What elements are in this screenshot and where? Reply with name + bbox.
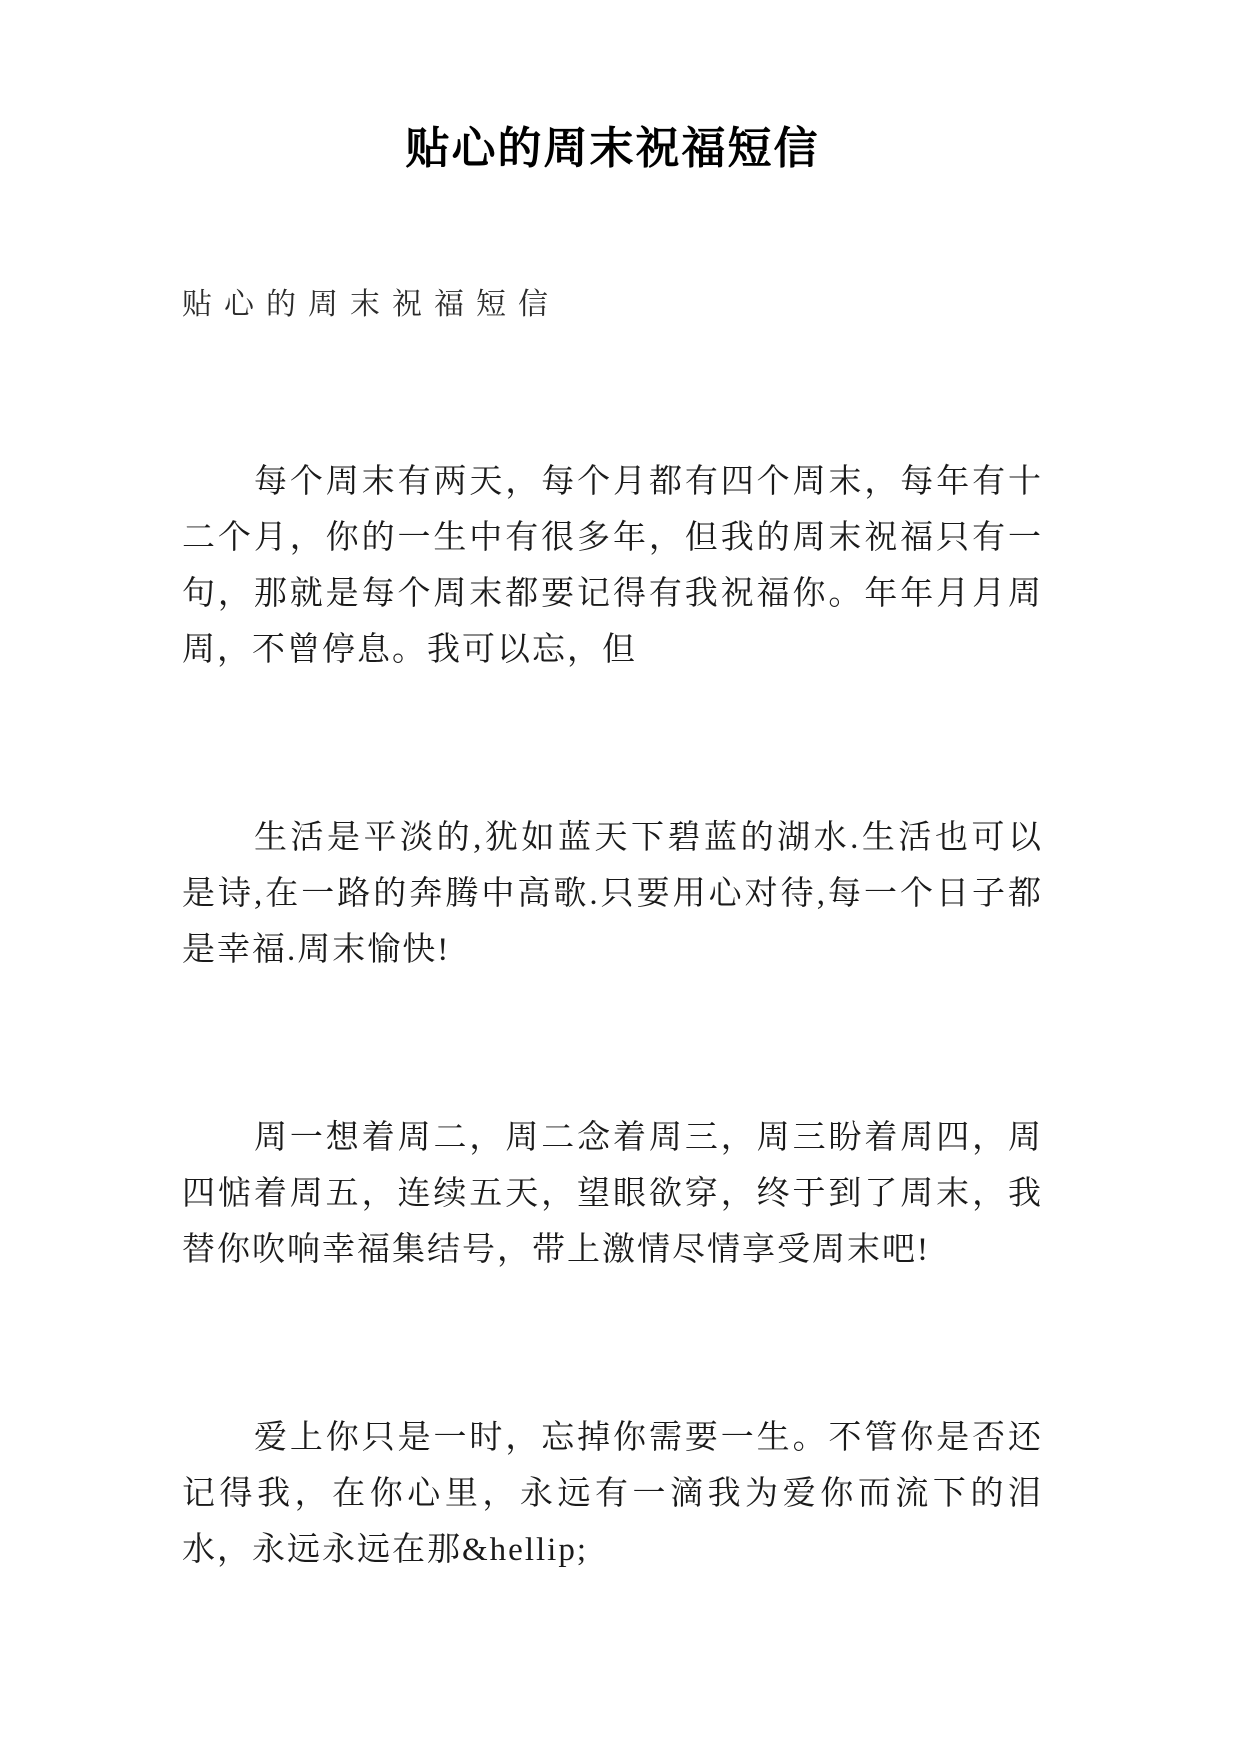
document-title: 贴心的周末祝福短信 (405, 124, 820, 173)
paragraph-3: 周一想着周二，周二念着周三，周三盼着周四，周四惦着周五，连续五天，望眼欲穿，终于到了周末，我替你吹响幸福集结号，带上激情尽情享受周末吧! (182, 1120, 1043, 1268)
paragraph-2: 生活是平淡的,犹如蓝天下碧蓝的湖水.生活也可以是诗,在一路的奔腾中高歌.只要用心对待,每一个日子都是幸福.周末愉快! (182, 820, 1043, 968)
paragraph-1: 每个周末有两天，每个月都有四个周末，每年有十二个月，你的一生中有很多年，但我的周末祝福只有一句，那就是每个周末都要记得有我祝福你。年年月月周周，不曾停息。我可以忘，但 (182, 464, 1043, 668)
document-subtitle: 贴心的周末祝福短信 (182, 288, 560, 321)
paragraph-4: 爱上你只是一时，忘掉你需要一生。不管你是否还记得我，在你心里，永远有一滴我为爱你而流下的泪水，永远永远在那&hellip; (182, 1420, 1043, 1568)
